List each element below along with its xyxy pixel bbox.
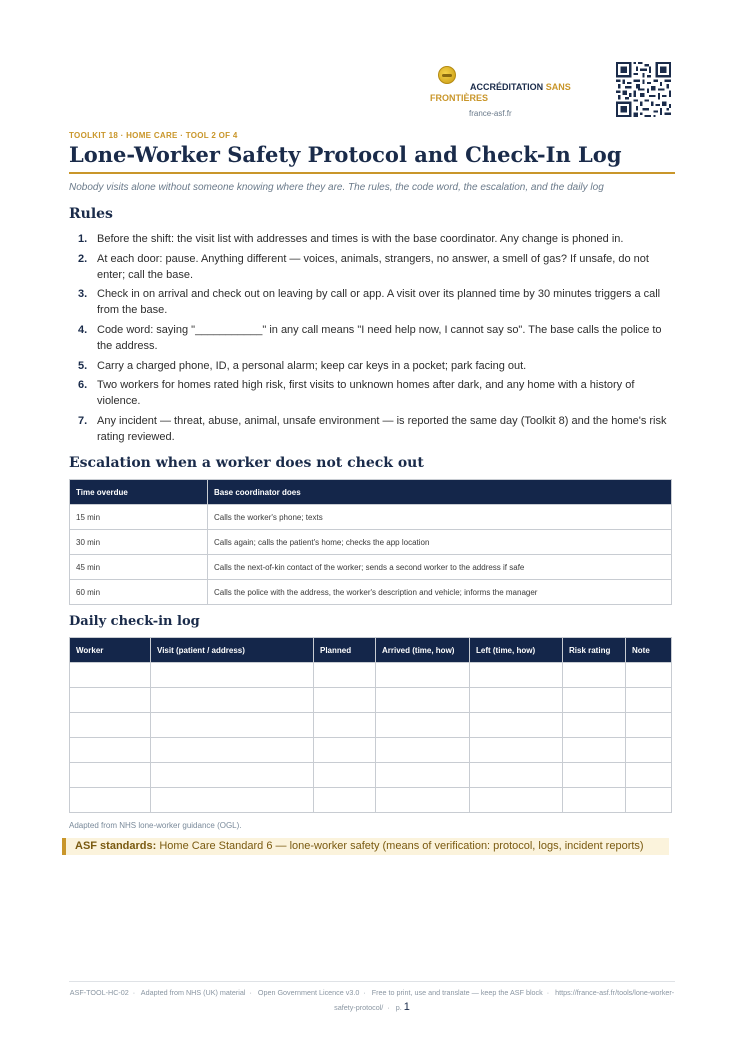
log-entry-cell[interactable] — [314, 713, 376, 738]
log-entry-cell[interactable] — [470, 788, 563, 813]
rule-item — [78, 358, 676, 374]
table-header-row — [70, 638, 672, 663]
table-cell: 15 min — [70, 505, 208, 530]
footer-divider — [69, 981, 675, 982]
log-entry-cell[interactable] — [376, 663, 470, 688]
rule-number: 5. — [78, 359, 88, 372]
log-entry-row — [70, 763, 672, 788]
footer-url[interactable]: https://france-asf.fr/tools/lone-worker-safety-protocol/ — [334, 988, 675, 1012]
log-entry-cell[interactable] — [70, 763, 151, 788]
table-row — [70, 555, 672, 580]
rule-text: Code word: saying "___________" in any call means "I need help now, I cannot say so". The base calls the police to the address. — [97, 324, 662, 353]
rule-text: Before the shift: the visit list with addresses and times is with the base coordinator. Any change is phoned in. — [97, 233, 624, 245]
log-entry-cell[interactable] — [376, 788, 470, 813]
table-row — [70, 580, 672, 605]
rule-number: 7. — [78, 415, 88, 428]
column-header: Visit (patient / address) — [151, 638, 314, 663]
table-cell: 30 min — [70, 530, 208, 555]
table-cell: 60 min — [70, 580, 208, 605]
rule-item — [78, 377, 676, 409]
log-entry-cell[interactable] — [470, 763, 563, 788]
rule-text: Any incident — threat, abuse, animal, unsafe environment — is reported the same day (Toolkit 8) and the home's risk rating reviewed. — [97, 415, 667, 444]
log-entry-cell[interactable] — [626, 688, 672, 713]
log-entry-cell[interactable] — [151, 663, 314, 688]
escalation-heading: Escalation when a worker does not check out — [69, 455, 424, 471]
log-entry-cell[interactable] — [314, 788, 376, 813]
brand-logo — [430, 64, 600, 124]
column-header: Arrived (time, how) — [376, 638, 470, 663]
rules-heading: Rules — [69, 206, 113, 222]
page-title: Lone-Worker Safety Protocol and Check-In Log — [69, 142, 622, 167]
brand-name-part2: SANS — [545, 82, 571, 92]
table-row — [70, 530, 672, 555]
log-entry-cell[interactable] — [376, 763, 470, 788]
log-entry-cell[interactable] — [626, 788, 672, 813]
log-entry-cell[interactable] — [470, 713, 563, 738]
log-entry-cell[interactable] — [151, 763, 314, 788]
log-entry-row — [70, 738, 672, 763]
log-entry-cell[interactable] — [563, 713, 626, 738]
toolkit-eyebrow: TOOLKIT 18 · HOME CARE · TOOL 2 OF 4 — [69, 131, 238, 140]
footer-usage: Free to print, use and translate — keep the ASF block — [371, 988, 543, 997]
log-entry-row — [70, 788, 672, 813]
rule-text: At each door: pause. Anything different — voices, animals, strangers, no answer, a smell of gas? If unsafe, do not enter; call the base. — [97, 252, 649, 281]
log-entry-cell[interactable] — [626, 763, 672, 788]
rule-text: Carry a charged phone, ID, a personal alarm; keep car keys in a pocket; park facing out. — [97, 359, 527, 372]
log-entry-cell[interactable] — [151, 738, 314, 763]
log-entry-cell[interactable] — [314, 663, 376, 688]
column-header: Worker — [70, 638, 151, 663]
rule-item — [78, 413, 676, 445]
qr-code-icon — [616, 62, 671, 117]
rule-item — [78, 231, 676, 247]
column-header: Time overdue — [70, 480, 208, 505]
log-entry-cell[interactable] — [563, 738, 626, 763]
log-entry-cell[interactable] — [470, 663, 563, 688]
rule-text: Check in on arrival and check out on leaving by call or app. A visit over its planned time by 30 minutes triggers a call from the base. — [97, 288, 661, 317]
rules-list — [78, 231, 676, 449]
brand-name-part1: ACCRÉDITATION — [470, 82, 544, 92]
log-entry-cell[interactable] — [563, 788, 626, 813]
log-entry-cell[interactable] — [626, 663, 672, 688]
log-entry-cell[interactable] — [70, 713, 151, 738]
brand-name-part3: FRONTIÈRES — [430, 93, 489, 103]
brand-url: france-asf.fr — [469, 109, 512, 118]
log-entry-cell[interactable] — [70, 663, 151, 688]
column-header: Left (time, how) — [470, 638, 563, 663]
log-entry-cell[interactable] — [314, 738, 376, 763]
table-cell: Calls the police with the address, the worker's description and vehicle; informs the manager — [208, 580, 672, 605]
rule-item — [78, 286, 676, 318]
standards-callout — [62, 838, 669, 855]
log-entry-cell[interactable] — [563, 763, 626, 788]
log-entry-cell[interactable] — [563, 663, 626, 688]
column-header: Note — [626, 638, 672, 663]
brand-name — [430, 82, 600, 104]
footer-doc-id: ASF-TOOL-HC-02 — [69, 988, 129, 997]
column-header: Risk rating — [563, 638, 626, 663]
log-body — [70, 663, 672, 813]
log-heading: Daily check-in log — [69, 614, 200, 629]
log-entry-row — [70, 713, 672, 738]
log-entry-cell[interactable] — [151, 713, 314, 738]
table-header-row — [70, 480, 672, 505]
column-header: Base coordinator does — [208, 480, 672, 505]
source-note: Adapted from NHS lone-worker guidance (OGL). — [69, 821, 242, 830]
rule-number: 2. — [78, 252, 88, 265]
log-entry-cell[interactable] — [626, 713, 672, 738]
log-entry-cell[interactable] — [314, 763, 376, 788]
log-entry-cell[interactable] — [376, 738, 470, 763]
log-entry-cell[interactable] — [376, 713, 470, 738]
table-row — [70, 505, 672, 530]
column-header: Planned — [314, 638, 376, 663]
escalation-table — [69, 479, 672, 605]
log-entry-cell[interactable] — [626, 738, 672, 763]
log-entry-cell[interactable] — [151, 788, 314, 813]
standards-label: ASF standards: — [75, 840, 157, 852]
table-cell: Calls the next-of-kin contact of the worker; sends a second worker to the address if safe — [208, 555, 672, 580]
log-entry-cell[interactable] — [314, 688, 376, 713]
log-entry-cell[interactable] — [70, 788, 151, 813]
rule-number: 4. — [78, 324, 88, 337]
log-entry-row — [70, 663, 672, 688]
rule-text: Two workers for homes rated high risk, first visits to unknown homes after dark, and any home with a history of violence. — [97, 379, 635, 408]
table-cell: Calls the worker's phone; texts — [208, 505, 672, 530]
title-divider — [69, 172, 675, 174]
table-cell: Calls again; calls the patient's home; checks the app location — [208, 530, 672, 555]
page-footer: ASF-TOOL-HC-02 · Adapted from NHS (UK) material · Open Government Licence v3.0 · Free to print, use and translate — keep the ASF block · https://france-asf.fr/tools/lone-worker-safety-protocol/ · p. 1 — [69, 988, 675, 1013]
rule-number: 6. — [78, 379, 88, 392]
table-cell: 45 min — [70, 555, 208, 580]
standards-text: Home Care Standard 6 — lone-worker safety (means of verification: protocol, logs, incident reports) — [159, 840, 644, 852]
rule-number: 3. — [78, 288, 88, 301]
rule-item — [78, 251, 676, 283]
footer-adapted: Adapted from NHS (UK) material — [140, 988, 246, 997]
log-entry-cell[interactable] — [151, 688, 314, 713]
log-entry-cell[interactable] — [70, 688, 151, 713]
log-entry-cell[interactable] — [470, 688, 563, 713]
checkin-log-table — [69, 637, 672, 813]
log-entry-cell[interactable] — [470, 738, 563, 763]
rule-item — [78, 322, 676, 354]
log-entry-cell[interactable] — [376, 688, 470, 713]
page-number: 1 — [403, 1001, 410, 1013]
footer-page-label: p. — [395, 1003, 402, 1012]
log-entry-cell[interactable] — [70, 738, 151, 763]
log-entry-cell[interactable] — [563, 688, 626, 713]
page-subtitle: Nobody visits alone without someone knowing where they are. The rules, the code word, the escalation, and the daily log — [69, 182, 604, 193]
footer-licence: Open Government Licence v3.0 — [257, 988, 360, 997]
log-entry-row — [70, 688, 672, 713]
rule-number: 1. — [78, 233, 88, 245]
